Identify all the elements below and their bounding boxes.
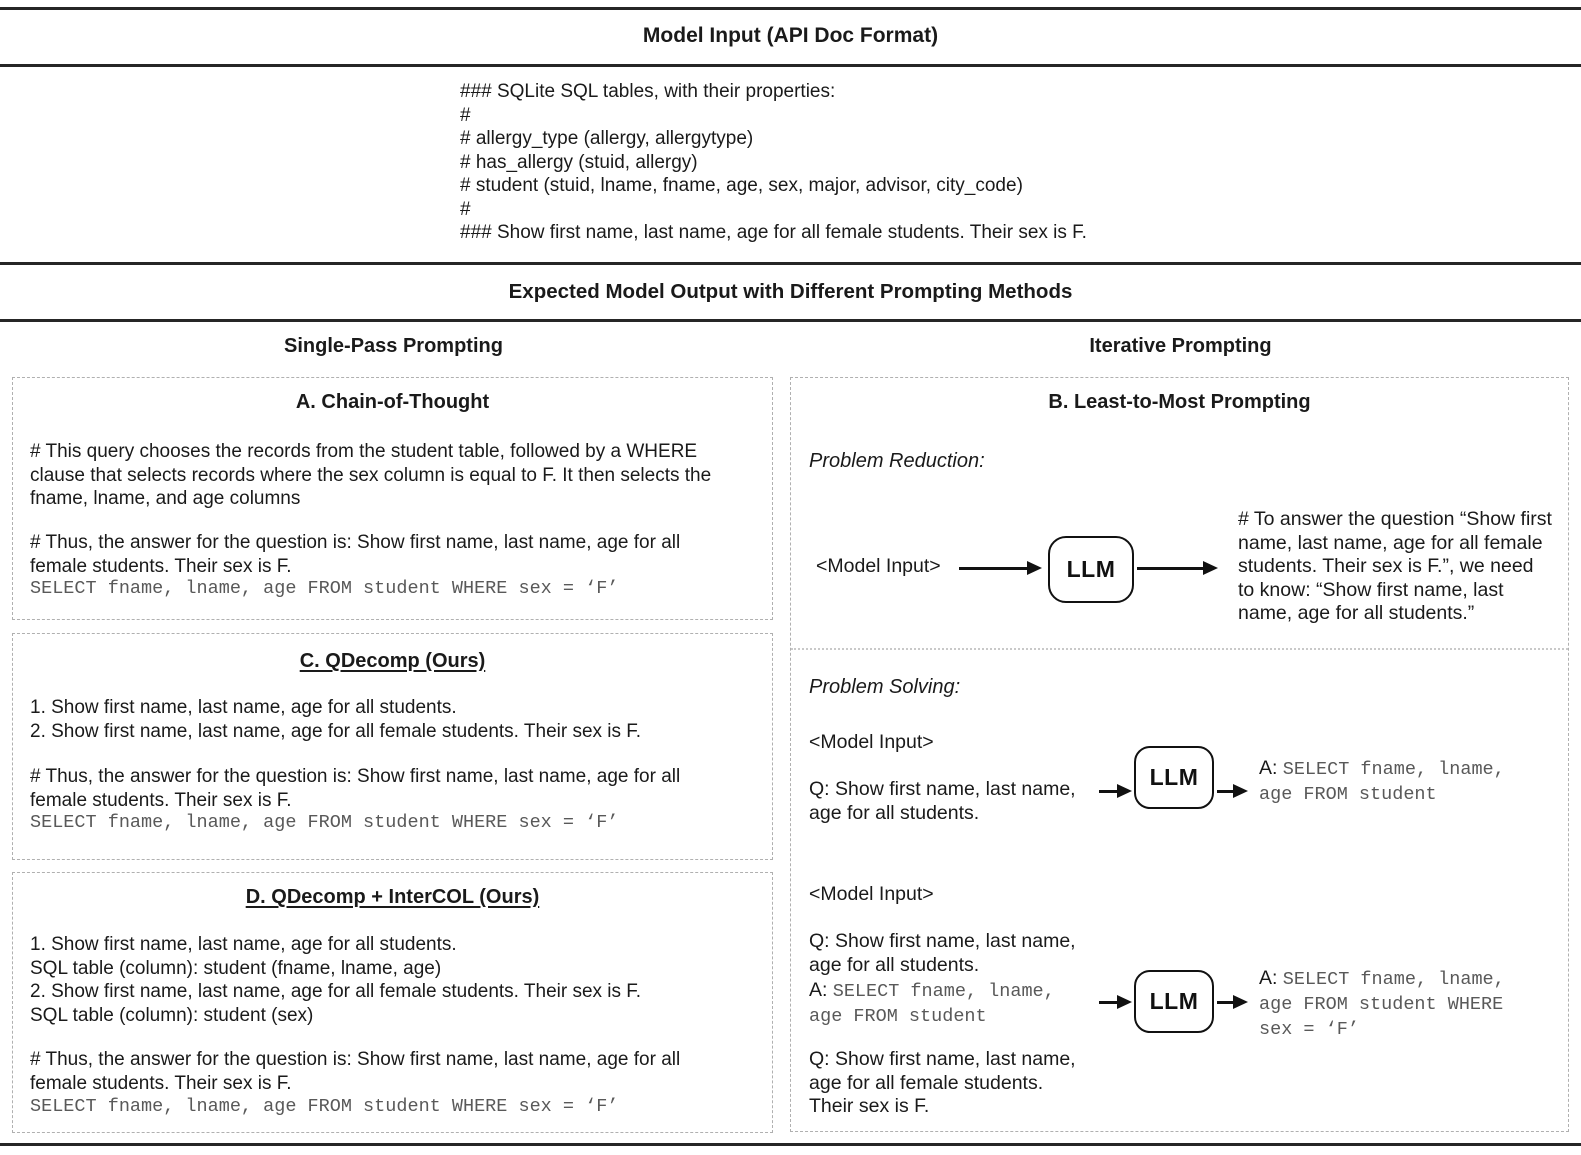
- solving2-arrow-in: [1099, 1001, 1117, 1004]
- box-b-title: B. Least-to-Most Prompting: [1048, 391, 1311, 413]
- rule-below-output-title: [0, 319, 1581, 322]
- left-column-title: Single-Pass Prompting: [284, 335, 503, 357]
- solving2-answer-1: [809, 978, 1109, 1029]
- rule-top: [0, 7, 1581, 10]
- solving2-question-2: Q: Show first name, last name, age for all female students. Their sex is F.: [809, 1048, 1076, 1117]
- solving2-answer1-prefix: A:: [809, 979, 828, 1001]
- solving1-question: Q: Show first name, last name, age for all students.: [809, 778, 1076, 824]
- box-d-title: D. QDecomp + InterCOL (Ours): [245, 886, 540, 908]
- rule-below-input-block: [0, 262, 1581, 265]
- solving2-answer2-prefix: A:: [1259, 967, 1278, 989]
- box-qdecomp: [12, 633, 773, 860]
- solving1-arrow-in: [1099, 790, 1117, 793]
- rule-below-input-title: [0, 64, 1581, 67]
- box-d-steps: 1. Show first name, last name, age for all students. SQL table (column): student (fname, lname, age) 2. Show first name, last name, age for all female students. Their sex is F. SQL table (column): student (sex): [30, 934, 642, 1026]
- solving1-llm-box: [1134, 746, 1214, 809]
- reduction-output-text: # To answer the question “Show first name, last name, age for all female students. Their sex is F.”, we need to know: “Show first name, last name, age for all students.”: [1238, 508, 1552, 624]
- solving1-answer-sql: SELECT fname, lname, age FROM student: [1259, 759, 1505, 805]
- model-input-content: ### SQLite SQL tables, with their properties: # # allergy_type (allergy, allergytype) # has_allergy (stuid, allergy) # student (stuid, lname, fname, age, sex, major, advisor, city_code) # ### Show first name, last name, age for all female students. Their sex is F.: [460, 81, 1087, 243]
- reduction-llm-box: [1048, 536, 1134, 603]
- solving2-model-input-label: <Model Input>: [809, 883, 934, 905]
- box-d-sql: SELECT fname, lname, age FROM student WHERE sex = ‘F’: [30, 1096, 619, 1117]
- box-c-title: C. QDecomp (Ours): [299, 650, 486, 672]
- box-qdecomp-intercol: [12, 872, 773, 1133]
- box-a-paragraph-2: # Thus, the answer for the question is: Show first name, last name, age for all female students. Their sex is F.: [30, 532, 681, 577]
- rule-bottom: [0, 1143, 1581, 1146]
- box-c-sql: SELECT fname, lname, age FROM student WHERE sex = ‘F’: [30, 812, 619, 833]
- box-a-sql: SELECT fname, lname, age FROM student WHERE sex = ‘F’: [30, 578, 619, 599]
- solving2-question-1: Q: Show first name, last name, age for all students.: [809, 930, 1076, 976]
- box-c-steps: 1. Show first name, last name, age for all students. 2. Show first name, last name, age for all female students. Their sex is F.: [30, 697, 642, 742]
- solving1-model-input-label: <Model Input>: [809, 731, 934, 753]
- output-section-title: Expected Model Output with Different Prompting Methods: [508, 280, 1073, 303]
- reduction-model-input-label: <Model Input>: [816, 555, 941, 577]
- solving1-answer: [1259, 756, 1559, 807]
- solving2-answer1-sql: SELECT fname, lname, age FROM student: [809, 981, 1055, 1027]
- box-a-title: A. Chain-of-Thought: [295, 391, 490, 413]
- solving2-llm-label: LLM: [1149, 987, 1199, 1014]
- box-d-paragraph: # Thus, the answer for the question is: Show first name, last name, age for all female students. Their sex is F.: [30, 1049, 681, 1094]
- solving2-answer-2: [1259, 966, 1564, 1042]
- solving2-answer2-sql: SELECT fname, lname, age FROM student WHERE sex = ‘F’: [1259, 969, 1505, 1040]
- reduction-arrow-in: [959, 567, 1027, 570]
- problem-solving-label: Problem Solving:: [809, 676, 961, 698]
- box-a-paragraph-1: # This query chooses the records from the student table, followed by a WHERE clause that selects records where the sex column is equal to F. It then selects the fname, lname, and age columns: [30, 441, 712, 509]
- reduction-arrow-out: [1137, 567, 1203, 570]
- model-input-title: Model Input (API Doc Format): [642, 24, 939, 47]
- solving1-arrow-out: [1217, 790, 1233, 793]
- solving2-arrow-out: [1217, 1001, 1233, 1004]
- problem-reduction-label: Problem Reduction:: [809, 450, 985, 472]
- box-chain-of-thought: [12, 377, 773, 620]
- reduction-solving-separator: [791, 648, 1568, 650]
- right-column-title: Iterative Prompting: [1089, 335, 1272, 357]
- solving2-llm-box: [1134, 970, 1214, 1033]
- solving1-answer-prefix: A:: [1259, 757, 1278, 779]
- box-least-to-most: [790, 377, 1569, 1132]
- solving1-llm-label: LLM: [1149, 763, 1199, 790]
- box-c-paragraph: # Thus, the answer for the question is: Show first name, last name, age for all female students. Their sex is F.: [30, 766, 681, 811]
- reduction-llm-label: LLM: [1066, 555, 1116, 582]
